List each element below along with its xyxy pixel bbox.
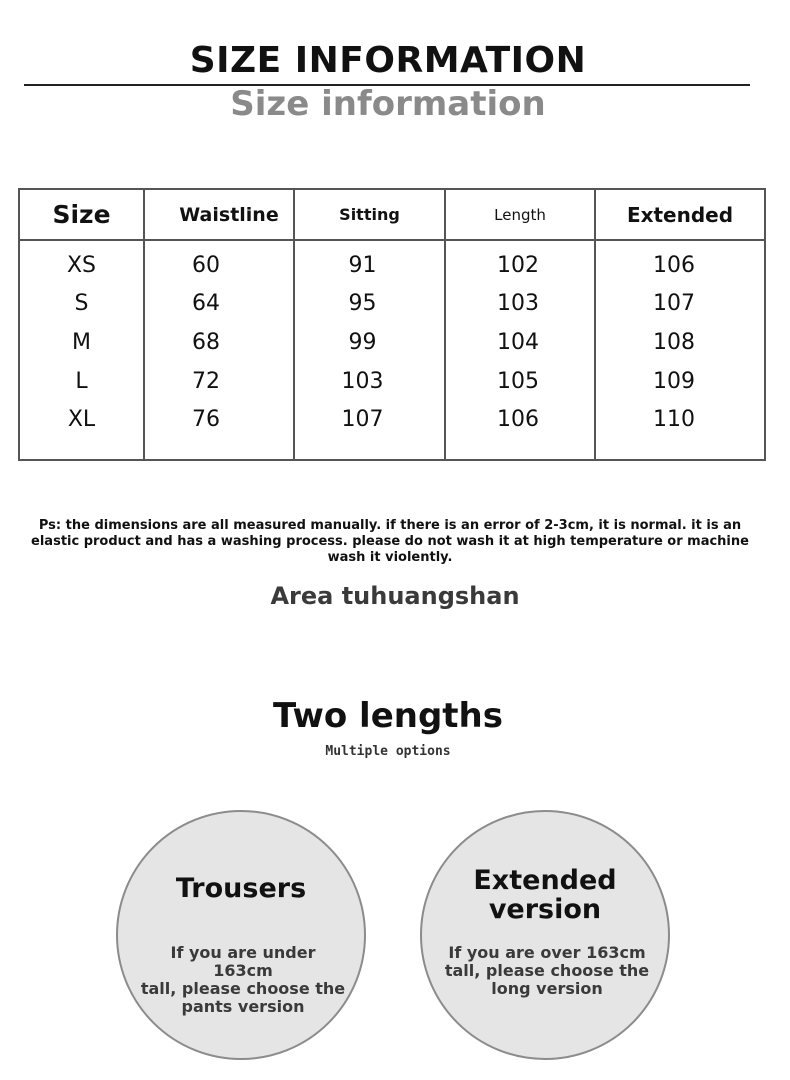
option-description <box>442 944 652 998</box>
option-description-line: tall, please choose the <box>444 961 650 980</box>
option-title-line: version <box>488 894 602 925</box>
note-line: wash it violently. <box>327 550 453 565</box>
section-title: Two lengths <box>272 696 503 736</box>
table-cell-waistline: 76 <box>192 406 220 432</box>
area-label: Area tuhuangshan <box>270 582 520 610</box>
table-cell-sitting: 103 <box>341 368 384 394</box>
option-title-line: Extended <box>473 865 617 896</box>
table-cell-size: M <box>72 329 91 355</box>
table-cell-extended: 109 <box>653 368 695 394</box>
option-title <box>422 866 668 924</box>
option-trousers <box>116 810 366 1060</box>
table-cell-sitting: 91 <box>348 252 377 278</box>
option-description <box>138 944 348 1016</box>
table-cell-extended: 108 <box>653 329 695 355</box>
option-extended <box>420 810 670 1060</box>
table-cell-sitting: 107 <box>341 406 384 432</box>
table-cell-sitting: 99 <box>348 329 377 355</box>
table-cell-waistline: 64 <box>192 290 220 316</box>
table-cell-length: 105 <box>497 368 539 394</box>
section-subtitle: Multiple options <box>325 744 451 759</box>
note-line: elastic product and has a washing process. please do not wash it at high temperature or machine <box>31 534 749 549</box>
table-header-length: Length <box>494 205 546 224</box>
option-description-line: If you are over 163cm <box>448 943 646 962</box>
table-cell-length: 102 <box>497 252 539 278</box>
table-cell-length: 104 <box>497 329 539 355</box>
measurement-note <box>20 518 760 566</box>
table-cell-waistline: 60 <box>192 252 220 278</box>
table-header-sitting: Sitting <box>339 205 400 224</box>
table-header-extended: Extended <box>626 202 734 227</box>
option-title: Trousers <box>175 873 307 904</box>
table-cell-size: XS <box>66 252 97 278</box>
table-cell-length: 106 <box>497 406 539 432</box>
page-title: SIZE INFORMATION <box>189 40 587 81</box>
note-line: Ps: the dimensions are all measured manually. if there is an error of 2-3cm, it is normal. it is an <box>38 518 742 533</box>
table-cell-extended: 106 <box>653 252 695 278</box>
table-cell-length: 103 <box>497 290 539 316</box>
table-cell-extended: 110 <box>653 406 695 432</box>
table-cell-sitting: 95 <box>348 290 377 316</box>
table-cell-waistline: 72 <box>192 368 220 394</box>
table-cell-size: XL <box>67 406 96 432</box>
table-cell-extended: 107 <box>653 290 695 316</box>
option-description-line: If you are under 163cm <box>170 943 316 980</box>
page-subtitle: Size information <box>230 84 546 124</box>
table-header-size: Size <box>52 200 111 229</box>
option-description-line: long version <box>491 979 603 998</box>
option-description-line: tall, please choose the <box>140 979 346 998</box>
table-cell-waistline: 68 <box>192 329 220 355</box>
table-cell-size: S <box>74 290 89 316</box>
table-header-divider <box>20 239 764 241</box>
option-description-line: pants version <box>181 997 305 1016</box>
table-header-waistline: Waistline <box>179 203 279 226</box>
table-cell-size: L <box>75 368 88 394</box>
size-table <box>18 188 766 461</box>
